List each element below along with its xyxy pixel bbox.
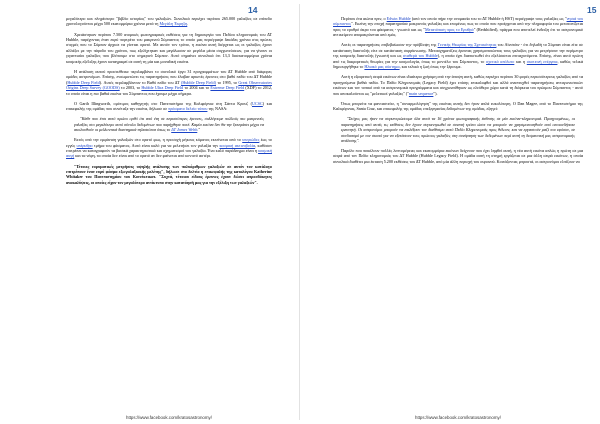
paragraph (66, 137, 272, 159)
text-run: ." (197, 127, 201, 133)
text-run: έως το εγγύς (66, 137, 272, 148)
paragraph (333, 101, 583, 112)
right-text-column (333, 16, 583, 169)
page-number: 14 (248, 5, 258, 15)
inline-link[interactable]: UCSC (251, 100, 263, 106)
paragraph (66, 16, 272, 27)
text-run: ". Εκείνη την εποχή παρατηρούσε μακρινούς γαλαξίες και επομένως πως το οποίο που προέρχεται από την πληροφορία του μετατοπίζεται προς το ερυθρό άκρο του φάσματος - γνωστό και ως " (333, 21, 583, 32)
inline-link[interactable]: (Hubble Deep Field) (180, 79, 216, 85)
text-run: το 2004 και το (183, 85, 211, 91)
paragraph (66, 164, 272, 186)
text-run: (XDF) το 2012, το οποίο είναι η πιο βαθιά εικόνα του Σύμπαντος που έχουμε μέχρι σήμερα. (66, 85, 273, 96)
paragraph (66, 32, 272, 65)
paragraph (66, 101, 272, 112)
inline-link[interactable]: Edwin Hubble (386, 16, 411, 21)
text-run: Όπως μπορείτε να φανταστείτε, η "συναρμολόγηση" της εικόνας αυτής δεν ήταν απλά ευκολότερη. Ο Dan Magee, από το Πανεπιστήμιο της Καλιφόρνιας, Santa Cruz, και επικεφαλής της ομάδας επεξεργασίας δεδομένων της ομάδας, εξηγεί: (333, 100, 583, 112)
text-run: Περίπου ένα αιώνα πριν, ο (341, 16, 387, 21)
inline-link[interactable]: Hubble Ultra Deep Field (141, 85, 184, 91)
inline-link[interactable]: σταθερά του Hubble (402, 53, 438, 59)
inline-link[interactable]: Μετατόπιση προς το Ερυθρό (424, 26, 474, 32)
inline-link[interactable]: Extreme Deep Field (210, 85, 245, 91)
text-run: (από τον οποίο πήρε την ονομασία του το ΔΤ Hubble ή HST) περιέγραψε τους γαλαξίες ως " (410, 16, 567, 21)
block-quote (341, 116, 575, 143)
text-run: " (Redshifted), πράγμα που αποτελεί ένδειξη ότι το αστρονομικό αντικείμενο απομακρύνεται από εμάς. (333, 26, 584, 38)
text-run: Αυτή η εξαιρετική σειρά εικόνων είναι ιδιαίτερα χρήσιμη από την άποψη αυτή, καθώς περιέχει περίπου 30 φορές περισσότερους γαλαξίες από τα προηγούμενα βαθιά πεδία. Το Πεδίο Κληρονομιάς (Legacy Field) έχει επίσης επικαλυφθεί και αλλά αναπτυχθεί παρατηρήσεις ανταγωνιστικών εικόνων και τον τοπικό από τα αστρονομικά προγράμματα και συγχωνεύθηκαν ως ελεύθερο χώρο κατά τη διάρκεια του πρώιμου Σύμπαντος - αυτό που αποκαλούνται ως "μελετικοί γαλαξίες" (" (333, 74, 583, 96)
inline-link[interactable]: Ηλιακό μας σύστημα (364, 64, 400, 70)
paragraph (333, 16, 583, 38)
inline-link[interactable]: υπεριώδες (242, 137, 260, 143)
left-text-column (66, 16, 272, 190)
text-run: "Κάθε που έτσι αυτό πρώτο ορθό ότι από έτη σε περισσότερες έρευνες, συλλέγουμε πολλούς πιο μακρινούς γαλαξίες στο μεγαλύτερο αυτό σύνολο δεδομένων που παρήχθησε ποτέ. Καμία εικόνα δεν θα την ξεπεράσει μέχρι να ακολουθούν οι μελλοντικά διαστημικά τηλεσκόπια όπως το (74, 116, 264, 133)
inline-link[interactable]: Μεγάλη Έκρηξη (159, 21, 188, 27)
text-run: του Αϊνστάιν - ότι δηλαδή το Σύμπαν είναι είτε σε κατάσταση διαστολής είτε σε κατάσταση συρρίκνωσης. Μετασχηματίζεις έρευνας χρησιμοποιώντας τους γαλαξίες για να μετρήσουν την περίμετρο της κοσμικής διαστολής (γνωστή και ως (333, 42, 584, 59)
inline-link[interactable]: ΔΤ James Webb (171, 127, 198, 133)
inline-link[interactable]: Great Observatories Origins Deep Survey (GOODS) (66, 79, 272, 91)
paragraph (333, 42, 583, 69)
text-run: μεγαλύτερο και πληρέστερο "βιβλίο ιστορίας" του γαλαξιών. Συνολικά περιέχει περίπου 265.000 γαλαξίες σε επίπεδο χρονολογούνται μέχρι 500 εκατομμύρια χρόνια μετά τη (66, 16, 272, 27)
text-run: , καθόσον επιτρέπει να καταγραφούν τα βασικά χαρακτηριστικά και σχηματισμοί του γαλαξία. Ένα καλό παράδειγμα είναι η (66, 142, 272, 154)
inline-link[interactable]: Hubble Deep Field (67, 79, 100, 85)
paragraph (333, 148, 583, 164)
text-run: Χρειάστηκαν περίπου 7.500 ατομικές φωτογραφικές εκθέσεις για τη δημιουργία του Πεδίου κληρονομιάς του ΔΤ Hubble, παρέχοντας έναν ευρύ πορτρέτο του μακρινού Σύμπαντος το οποίο μας περιέγραψε δεκάδες χρόνια στις πρώτες στιγμές που το Σύμπαν άρχισε να γίνεται ορατό. Με αυτόν τον τρόπο, η εικόνα αυτή διέρχεται ως οι γαλαξίες έχουν αλλάξει με την πάροδο του χρόνου, πως εξελίχτηκαν και μεγάλωσαν σε μεγάλα μέσα συγχωνεύσεων, για να γίνουν οι γιγαντιαίοι γαλαξίες που βλέπουμε στο σημερινό Σύμπαν. Αυτό σημαίνει συνολικά ότι 13,3 δισεκατομμύρια χρόνια κοσμικής εξέλιξης έχουν καταγραφεί σε αυτή τη μία και μοναδική εικόνα. (66, 31, 272, 64)
text-run: το 1995, το (215, 79, 239, 85)
inline-link[interactable]: σχετικό απόλυτο (486, 58, 515, 64)
text-run: , καθώς τελικά δημιουργήθηκε το (333, 58, 583, 70)
text-run: ) και επικεφαλής της ομάδας που συνέταξε την εικόνα, δήλωσε σε (66, 100, 272, 112)
inline-link[interactable]: υπέρυθρο (76, 142, 93, 148)
text-run: της NASA: (207, 106, 228, 112)
text-run: τμήμα του φάσματος. Αυτό είναι καλό για να μελετήσει τον γαλαξία την (92, 142, 220, 148)
inline-link[interactable]: πρόσφατο δελτίο τύπου (168, 106, 208, 112)
text-run: Παρόλο που ποικίλουν πολλές λεπτομέρειες και εκατομμύρια εικόνων δείχνουν που έχει ληφθεί αυτή, η νέα αυτή εικόνα απλώς η πρώτη σε μια σειρά από τον Πεδίο κληρονομιάς του ΔΤ Hubble (Hubble Legacy Field). Η ομάδα αυτή τη στιγμή εργάζεται σε μια άλλη σειρά εικόνων, η οποία συνολικά διαθέτει μια έκταση 5.200 εκθέσεις του ΔΤ Hubble, από μία άλλη περιοχή του ουρανού. Κοιτάζοντας μπροστά, οι αστρονόμοι ελπίζουν να (333, 148, 583, 164)
text-run: Ο Garth Illingworth, ομότιμος καθηγητής στο Πανεπιστήμιο της Καλιφόρνια στη Σάντα Κρουζ ( (74, 100, 252, 106)
text-run: Η ανάλυση αυτού προσιτέθεικε περιλαμβάνει το συνολικό έργο 31 προγραμμάτων του ΔΤ Hubble από διάφορες ομάδες αστρονόμων. Επίσης, ενσωματώνει τις παρατηρήσεις που έλαβαν αρκετές έρευνες στο βαθύ πεδίο του ΔΤ Hubble ( (66, 68, 272, 85)
footer-link[interactable]: https://www.facebook.com/kratosastronomy/ (126, 415, 212, 420)
inline-link[interactable]: σκοτεινή ενέργεια (526, 58, 558, 64)
right-page (300, 0, 600, 424)
footer-link[interactable]: https://www.facebook.com/kratosastronomy/ (415, 415, 501, 420)
block-quote (74, 116, 264, 132)
inline-link[interactable]: κοσμική αυγή (66, 148, 272, 159)
inline-link[interactable]: Γενικής Θεωρίας της Σχετικότητας (437, 42, 497, 48)
paragraph (333, 74, 583, 96)
text-run: "). (433, 90, 438, 96)
text-run: . (187, 21, 189, 27)
text-run: ). Αυτές περιλαμβάνουν το Βαθύ πεδίο του ΔΤ (99, 79, 181, 85)
inline-link[interactable]: νησιά του σύμπαντος (333, 16, 583, 27)
text-run: "Στόχος μας ήταν να συγκεντρώσουμε όλα αυτά τα 16 χρόνια φωτογραφικής έκθεσης σε μία εικόνα-κληρονομιά. Προηγουμένως, οι παρατηρήσεις από αυτές τις εκθέσεις δεν έχουν συγκεντρωθεί σε συνεπή τρόπο ώστε να μπορούν να χρησιμοποιηθούν από οποιονδήποτε ερευνητή. Οι αστρονόμοι μπορούν να επιλέξουν τον διαθέσιμο αυτό Πεδίο Κληρονομιάς προς θέλουν, και να εργαστούν μαζί του εφόσον, σε συνδυασμό με τον σκοπό για να εξετάσουν τους πρώτους γαλαξίες στη συνάρτηση των δεδομένων περί αυτή τη δεσμευτική μας αστρονομικής ανάλυσης". (341, 116, 575, 143)
text-run: Εκτός από την εμφάνιση γαλαξιών στο ορατό φως, η προσοχή μήκους κύματος εκτείνεται από το (74, 137, 243, 143)
text-run: το 2003, το (119, 85, 142, 91)
text-run: , και τελικά η ζωή όπως την ξέρουμε. (399, 64, 462, 70)
inline-link[interactable]: κοσμική ακτινοβολία (219, 142, 256, 148)
text-run: "Τέτοιες ευρυματικές μετρήσεις υψηλής ανάλυσης των πολυάριθμων γαλαξιών σε αυτόν τον κατάλογο επιτρέπουν έναν ευρύ φάσμα εξωγαλαξιακής μελέτης", δήλωσε στο δελτίο η επικεφαλής της καταλόγου Katherine Whitaker του Πανεπιστημίου του Κοννέκτικατ. "Συχνά, τέτοιου είδους έρευνες έχουν δώσει απροσδόκητες ανακαλύψεις, οι οποίες είχαν τον μεγαλύτερο αντίκτυπο στην κατανόησή μας για την εξέλιξη των γαλαξιών". (66, 163, 272, 185)
text-run: ), η οποία έχει διαπιστωθεί ότι εξελίσσεται επιταχυνόμενα. Επίσης, είναι αυτό πρώτη από τις διαφορετικές θεωρίες για την κοσμολογία, όπως το μοντέλο του Σύμπαντος, το (333, 53, 584, 64)
inline-link[interactable]: main sequence (408, 90, 434, 96)
text-run: Αυτές οι παρατηρήσεις επιβεβαίωσαν την πρόβλεψη της (341, 42, 438, 48)
page-number: 15 (587, 5, 597, 15)
paragraph (66, 69, 272, 96)
text-run: και τα νέφη, τα οποία δεν είναι από το ορατό αν δεν φαίνεται από κοντινό αστέρι. (74, 153, 212, 159)
text-run: και η (514, 58, 527, 64)
